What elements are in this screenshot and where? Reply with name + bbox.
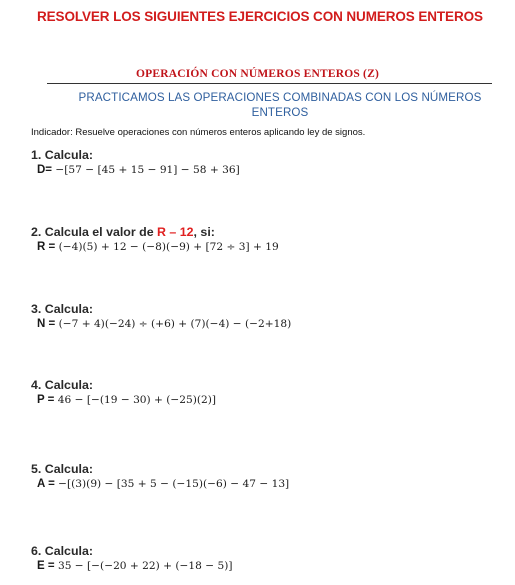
exercise-4 xyxy=(31,378,216,408)
formula-expression: −[57 − [45 + 15 − 91] − 58 + 36] xyxy=(52,164,240,176)
section-title: OPERACIÓN CON NÚMEROS ENTEROS (Z) xyxy=(135,68,379,80)
highlighted-expression: R – 12 xyxy=(157,225,194,239)
exercise-formula xyxy=(37,393,216,408)
exercise-formula xyxy=(37,559,233,574)
exercise-6 xyxy=(31,544,233,574)
page-title: RESOLVER LOS SIGUIENTES EJERCICIOS CON NUMEROS ENTEROS xyxy=(37,9,483,24)
formula-expression: −[(3)(9) − [35 + 5 − (−15)(−6) − 47 − 13] xyxy=(54,478,290,490)
formula-expression: 35 − [−(−20 + 22) + (−18 − 5)] xyxy=(54,560,233,572)
formula-variable: D= xyxy=(37,164,53,176)
exercise-title: 3. Calcula: xyxy=(31,302,93,316)
title-divider xyxy=(47,83,492,84)
exercise-2 xyxy=(31,225,279,255)
exercise-formula xyxy=(37,317,291,332)
formula-variable: A = xyxy=(37,478,55,490)
exercise-title: 4. Calcula: xyxy=(31,378,93,392)
formula-expression: 46 − [−(19 − 30) + (−25)(2)] xyxy=(54,394,217,406)
exercise-1 xyxy=(31,148,240,178)
exercise-title: 6. Calcula: xyxy=(31,544,93,558)
exercise-formula xyxy=(37,163,240,178)
exercise-3 xyxy=(31,302,291,332)
exercise-5 xyxy=(31,462,289,492)
formula-variable: N = xyxy=(37,318,56,330)
indicator-text: Indicador: Resuelve operaciones con números enteros aplicando ley de signos. xyxy=(31,127,366,138)
exercise-title: 5. Calcula: xyxy=(31,462,93,476)
exercise-title: 1. Calcula: xyxy=(31,148,93,162)
exercise-title: 2. Calcula el valor de R – 12, si: xyxy=(31,225,215,239)
subtitle: PRACTICAMOS LAS OPERACIONES COMBINADAS CON LOS NÚMEROS ENTEROS xyxy=(78,91,482,119)
formula-expression: (−7 + 4)(−24) ÷ (+6) + (7)(−4) − (−2+18) xyxy=(55,318,292,330)
exercise-formula xyxy=(37,240,279,255)
formula-expression: (−4)(5) + 12 − (−8)(−9) + [72 ÷ 3] + 19 xyxy=(55,241,279,253)
formula-variable: E = xyxy=(37,560,55,572)
formula-variable: R = xyxy=(37,241,56,253)
exercise-formula xyxy=(37,477,289,492)
formula-variable: P = xyxy=(37,394,55,406)
